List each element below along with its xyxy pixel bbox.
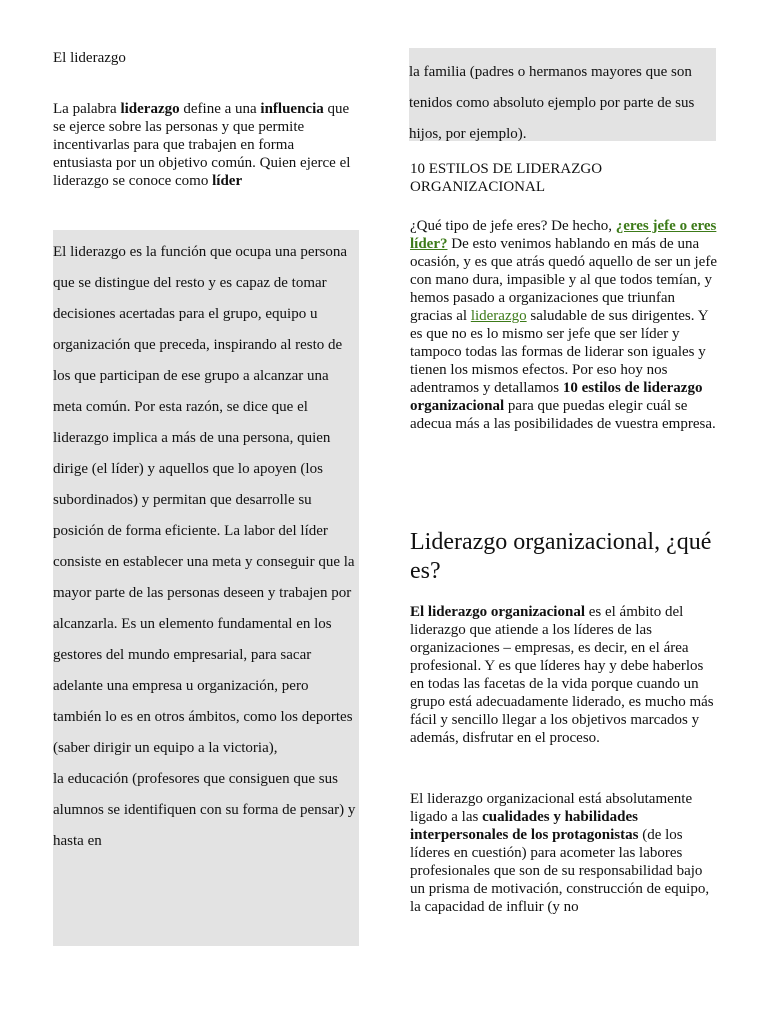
section-heading-estilos: 10 ESTILOS DE LIDERAZGO ORGANIZACIONAL [410,161,603,195]
paragraph-definicion [410,603,720,747]
box-right-paragraph: la familia (padres o hermanos mayores que son tenidos como absoluto ejemplo por parte de sus hijos, por ejemplo). [409,64,695,142]
box-left-paragraph-2: la educación (profesores que consiguen que sus alumnos se identifiquen con su forma de pensar) y hasta en [53,771,356,849]
intro-text-2: define a una [179,101,261,117]
shaded-text-box-left [53,230,359,946]
intro-paragraph [53,100,353,190]
para2-bold-term: El liderazgo organizacional [410,604,585,620]
intro-text-3: que se ejerce sobre las personas y que permite incentivarlas para que trabajen en forma entusiasta por un objetivo común. Quien ejerce el liderazgo se conoce como [53,101,351,189]
para1-text-1: ¿Qué tipo de jefe eres? De hecho, [410,218,616,234]
para1-text-2: De esto venimos hablando en más de una ocasión, y es que atrás quedó aquello de ser un jefe con mano dura, impasible y al que todos temían, y hemos pasado a organizaciones que triunfan gracias al [410,236,717,324]
link-jefe-o-lider[interactable]: ¿eres jefe o eres líder? [410,218,717,252]
paragraph-tipo-de-jefe [410,217,720,433]
intro-bold-liderazgo: liderazgo [120,101,180,117]
para3-bold-cualidades: cualidades y habilidades interpersonales de los protagonistas [410,809,639,843]
para1-text-3: saludable de sus dirigentes. Y es que no es lo mismo ser jefe que ser líder y tampoco todas las formas de liderar son iguales y tienen los mismos efectos. Por eso hoy nos adentramos y detallamos [410,308,708,396]
shaded-text-box-right [409,48,716,141]
para1-bold-estilos: 10 estilos de liderazgo organizacional [410,380,703,414]
para3-text-1: El liderazgo organizacional está absolutamente ligado a las [410,791,693,825]
intro-bold-lider: líder [212,173,243,189]
document-title: El liderazgo [53,50,126,66]
paragraph-cualidades [410,790,720,916]
para3-text-2: (de los líderes en cuestión) para acometer las labores profesionales que son de su responsabilidad bajo un prisma de motivación, construcción de equipo, la capacidad de influir (y no [410,827,710,915]
link-liderazgo[interactable]: liderazgo [470,308,527,324]
para2-text-1: es el ámbito del liderazgo que atiende a los líderes de las organizaciones – empresas, es decir, en el área profesional. Y es que líderes hay y debe haberlos en todas las facetas de la vida porque cuando un grupo está adecuadamente liderado, es mucho más fácil y sencillo llegar a los objetivos marcados y además, disfrutar en el proceso. [410,604,714,746]
intro-bold-influencia: influencia [260,101,324,117]
intro-text-1: La palabra [53,101,121,117]
box-left-paragraph-1: El liderazgo es la función que ocupa una persona que se distingue del resto y es capaz de tomar decisiones acertadas para el grupo, equipo u organización que preceda, inspirando al resto de los que participan de ese grupo a alcanzar una meta común. Por esta razón, se dice que el liderazgo implica a más de una persona, quien dirige (el líder) y aquellos que lo apoyen (los subordinados) y permitan que desarrolle su posición de forma eficiente. La labor del líder consiste en establecer una meta y conseguir que la mayor parte de las personas deseen y trabajen por alcanzarla. Es un elemento fundamental en los gestores del mundo empresarial, para sacar adelante una empresa u organización, pero también lo es en otros ámbitos, como los deportes (saber dirigir un equipo a la victoria), [53,244,355,756]
section-heading-liderazgo-organizacional: Liderazgo organizacional, ¿qué es? [410,529,712,584]
para1-text-4: para que puedas elegir cuál se adecua más a las posibilidades de vuestra empresa. [410,398,716,432]
